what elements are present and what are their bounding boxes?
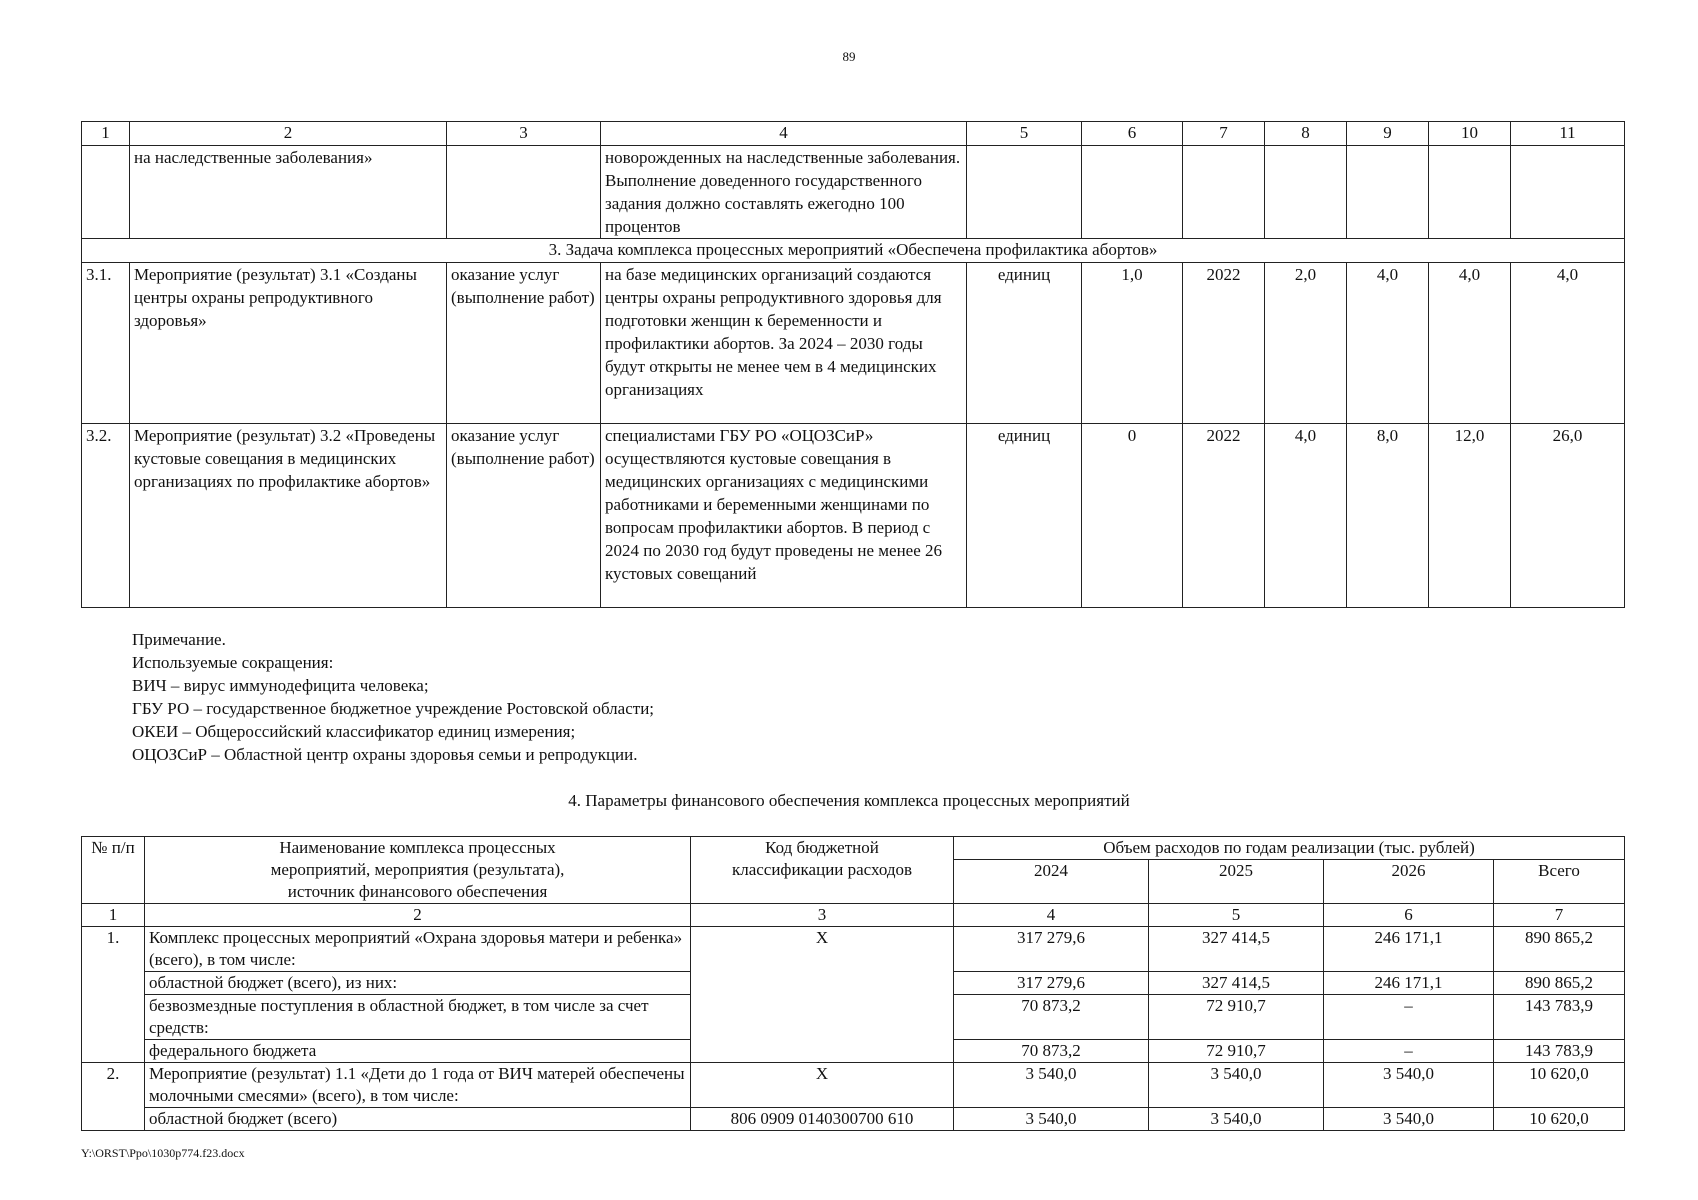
- row-value: 10 620,0: [1494, 1108, 1625, 1131]
- row-name: Мероприятие (результат) 1.1 «Дети до 1 года от ВИЧ матерей обеспечены молочными смесями» (всего), в том числе:: [145, 1063, 691, 1108]
- row-description: специалистами ГБУ РО «ОЦОЗСиР» осуществляются кустовые совещания в медицинских организациях с медицинскими работниками и беременными женщинами по вопросам профилактики абортов. В период с 2024 по 2030 год будут проведены не менее 26 кустовых совещаний: [601, 424, 967, 608]
- table-row: [82, 1063, 1625, 1108]
- row-name: Мероприятие (результат) 3.2 «Проведены кустовые совещания в медицинских организациях по профилактике абортов»: [130, 424, 447, 608]
- row-value: 246 171,1: [1324, 927, 1494, 972]
- table-row: [82, 1040, 1625, 1063]
- col-number: 2: [130, 122, 447, 146]
- col-number: 7: [1183, 122, 1265, 146]
- col-number: 1: [82, 122, 130, 146]
- notes-block: [132, 628, 654, 766]
- row-value: 8,0: [1347, 424, 1429, 608]
- column-number-row: [82, 122, 1625, 146]
- col-number: 7: [1494, 904, 1625, 927]
- row-value: 143 783,9: [1494, 995, 1625, 1040]
- header-code: Код бюджетной классификации расходов: [691, 837, 954, 904]
- row-value: 3 540,0: [954, 1108, 1149, 1131]
- row-name: областной бюджет (всего), из них:: [145, 972, 691, 995]
- row-value: 4,0: [1511, 263, 1625, 424]
- row-value: 4,0: [1265, 424, 1347, 608]
- table-row: [82, 972, 1625, 995]
- row-name: безвозмездные поступления в областной бюджет, в том числе за счет средств:: [145, 995, 691, 1040]
- row-number: [82, 972, 145, 995]
- abbreviation-item: ОЦОЗСиР – Областной центр охраны здоровья семьи и репродукции.: [132, 745, 638, 764]
- row-code: 806 0909 0140300700 610: [691, 1108, 954, 1131]
- row-name: Комплекс процессных мероприятий «Охрана здоровья матери и ребенка» (всего), в том числе:: [145, 927, 691, 972]
- row-description: на базе медицинских организаций создаются центры охраны репродуктивного здоровья для подготовки женщин к беременности и профилактики абортов. За 2024 – 2030 годы будут открыты не менее чем в 4 медицинских организациях: [601, 263, 967, 424]
- row-value: 890 865,2: [1494, 927, 1625, 972]
- row-number: 1.: [82, 927, 145, 972]
- row-unit: единиц: [967, 424, 1082, 608]
- row-number: 3.1.: [82, 263, 130, 424]
- header-total: Всего: [1494, 860, 1625, 904]
- col-number: 6: [1324, 904, 1494, 927]
- row-base-year: 2022: [1183, 263, 1265, 424]
- table-row: [82, 927, 1625, 972]
- col-number: 8: [1265, 122, 1347, 146]
- col-number: 3: [447, 122, 601, 146]
- row-number: [82, 995, 145, 1040]
- row-name: областной бюджет (всего): [145, 1108, 691, 1131]
- col-number: 4: [601, 122, 967, 146]
- row-value: 890 865,2: [1494, 972, 1625, 995]
- row-base-value: 1,0: [1082, 263, 1183, 424]
- col-number: 2: [145, 904, 691, 927]
- row-number: [82, 1108, 145, 1131]
- row-value: 246 171,1: [1324, 972, 1494, 995]
- col-number: 5: [1149, 904, 1324, 927]
- indicators-table: [81, 121, 1625, 608]
- row-type: оказание услуг (выполнение работ): [447, 263, 601, 424]
- row-value: 3 540,0: [1324, 1108, 1494, 1131]
- col-number: 10: [1429, 122, 1511, 146]
- table-row: [82, 1108, 1625, 1131]
- row-code: [691, 972, 954, 995]
- table-row: [82, 263, 1625, 424]
- abbreviation-item: ВИЧ – вирус иммунодефицита человека;: [132, 676, 429, 695]
- row-value: 12,0: [1429, 424, 1511, 608]
- row-code: X: [691, 927, 954, 972]
- row-number: 3.2.: [82, 424, 130, 608]
- row-number: 2.: [82, 1063, 145, 1108]
- row-name: Мероприятие (результат) 3.1 «Созданы центры охраны репродуктивного здоровья»: [130, 263, 447, 424]
- row-value: 4,0: [1429, 263, 1511, 424]
- row-value: –: [1324, 1040, 1494, 1063]
- notes-title: Примечание.: [132, 630, 226, 649]
- header-year: 2024: [954, 860, 1149, 904]
- file-path-footer: Y:\ORST\Ppo\1030p774.f23.docx: [81, 1146, 245, 1160]
- table-row: [82, 424, 1625, 608]
- row-type: оказание услуг (выполнение работ): [447, 424, 601, 608]
- row-name: на наследственные заболевания»: [130, 146, 447, 239]
- row-value: 72 910,7: [1149, 1040, 1324, 1063]
- row-value: 143 783,9: [1494, 1040, 1625, 1063]
- header-num: № п/п: [82, 837, 145, 904]
- row-value: 10 620,0: [1494, 1063, 1625, 1108]
- row-value: 72 910,7: [1149, 995, 1324, 1040]
- row-value: 327 414,5: [1149, 972, 1324, 995]
- abbreviation-item: ГБУ РО – государственное бюджетное учреждение Ростовской области;: [132, 699, 655, 718]
- header-year: 2025: [1149, 860, 1324, 904]
- col-number: 11: [1511, 122, 1625, 146]
- row-value: 26,0: [1511, 424, 1625, 608]
- finance-table: [81, 836, 1625, 1131]
- section-heading: 4. Параметры финансового обеспечения комплекса процессных мероприятий: [568, 791, 1130, 810]
- col-number: 3: [691, 904, 954, 927]
- row-unit: единиц: [967, 263, 1082, 424]
- row-value: 3 540,0: [1324, 1063, 1494, 1108]
- row-value: 3 540,0: [954, 1063, 1149, 1108]
- col-number: 4: [954, 904, 1149, 927]
- row-value: 317 279,6: [954, 972, 1149, 995]
- row-value: 327 414,5: [1149, 927, 1324, 972]
- section-title: 3. Задача комплекса процессных мероприятий «Обеспечена профилактика абортов»: [82, 239, 1625, 263]
- row-value: 70 873,2: [954, 995, 1149, 1040]
- row-name: федерального бюджета: [145, 1040, 691, 1063]
- header-row: [82, 837, 1625, 860]
- row-value: 4,0: [1347, 263, 1429, 424]
- row-value: –: [1324, 995, 1494, 1040]
- col-number: 5: [967, 122, 1082, 146]
- col-number: 9: [1347, 122, 1429, 146]
- row-value: 317 279,6: [954, 927, 1149, 972]
- row-description: новорожденных на наследственные заболевания. Выполнение доведенного государственного задания должно составлять ежегодно 100 процентов: [601, 146, 967, 239]
- row-value: 70 873,2: [954, 1040, 1149, 1063]
- row-number: [82, 1040, 145, 1063]
- col-number: 1: [82, 904, 145, 927]
- row-code: [691, 995, 954, 1040]
- table-row: [82, 995, 1625, 1040]
- abbreviation-item: ОКЕИ – Общероссийский классификатор единиц измерения;: [132, 722, 576, 741]
- header-year: 2026: [1324, 860, 1494, 904]
- page-number: 89: [842, 49, 856, 64]
- row-code: [691, 1040, 954, 1063]
- row-code: X: [691, 1063, 954, 1108]
- row-value: 2,0: [1265, 263, 1347, 424]
- section-row: [82, 239, 1625, 263]
- header-volume: Объем расходов по годам реализации (тыс. рублей): [954, 837, 1625, 860]
- row-base-year: 2022: [1183, 424, 1265, 608]
- column-number-row: [82, 904, 1625, 927]
- col-number: 6: [1082, 122, 1183, 146]
- continuation-row: [82, 146, 1625, 239]
- notes-subtitle: Используемые сокращения:: [132, 653, 334, 672]
- row-value: 3 540,0: [1149, 1108, 1324, 1131]
- row-value: 3 540,0: [1149, 1063, 1324, 1108]
- header-name: Наименование комплекса процессных мероприятий, мероприятия (результата), источник финансового обеспечения: [145, 837, 691, 904]
- row-base-value: 0: [1082, 424, 1183, 608]
